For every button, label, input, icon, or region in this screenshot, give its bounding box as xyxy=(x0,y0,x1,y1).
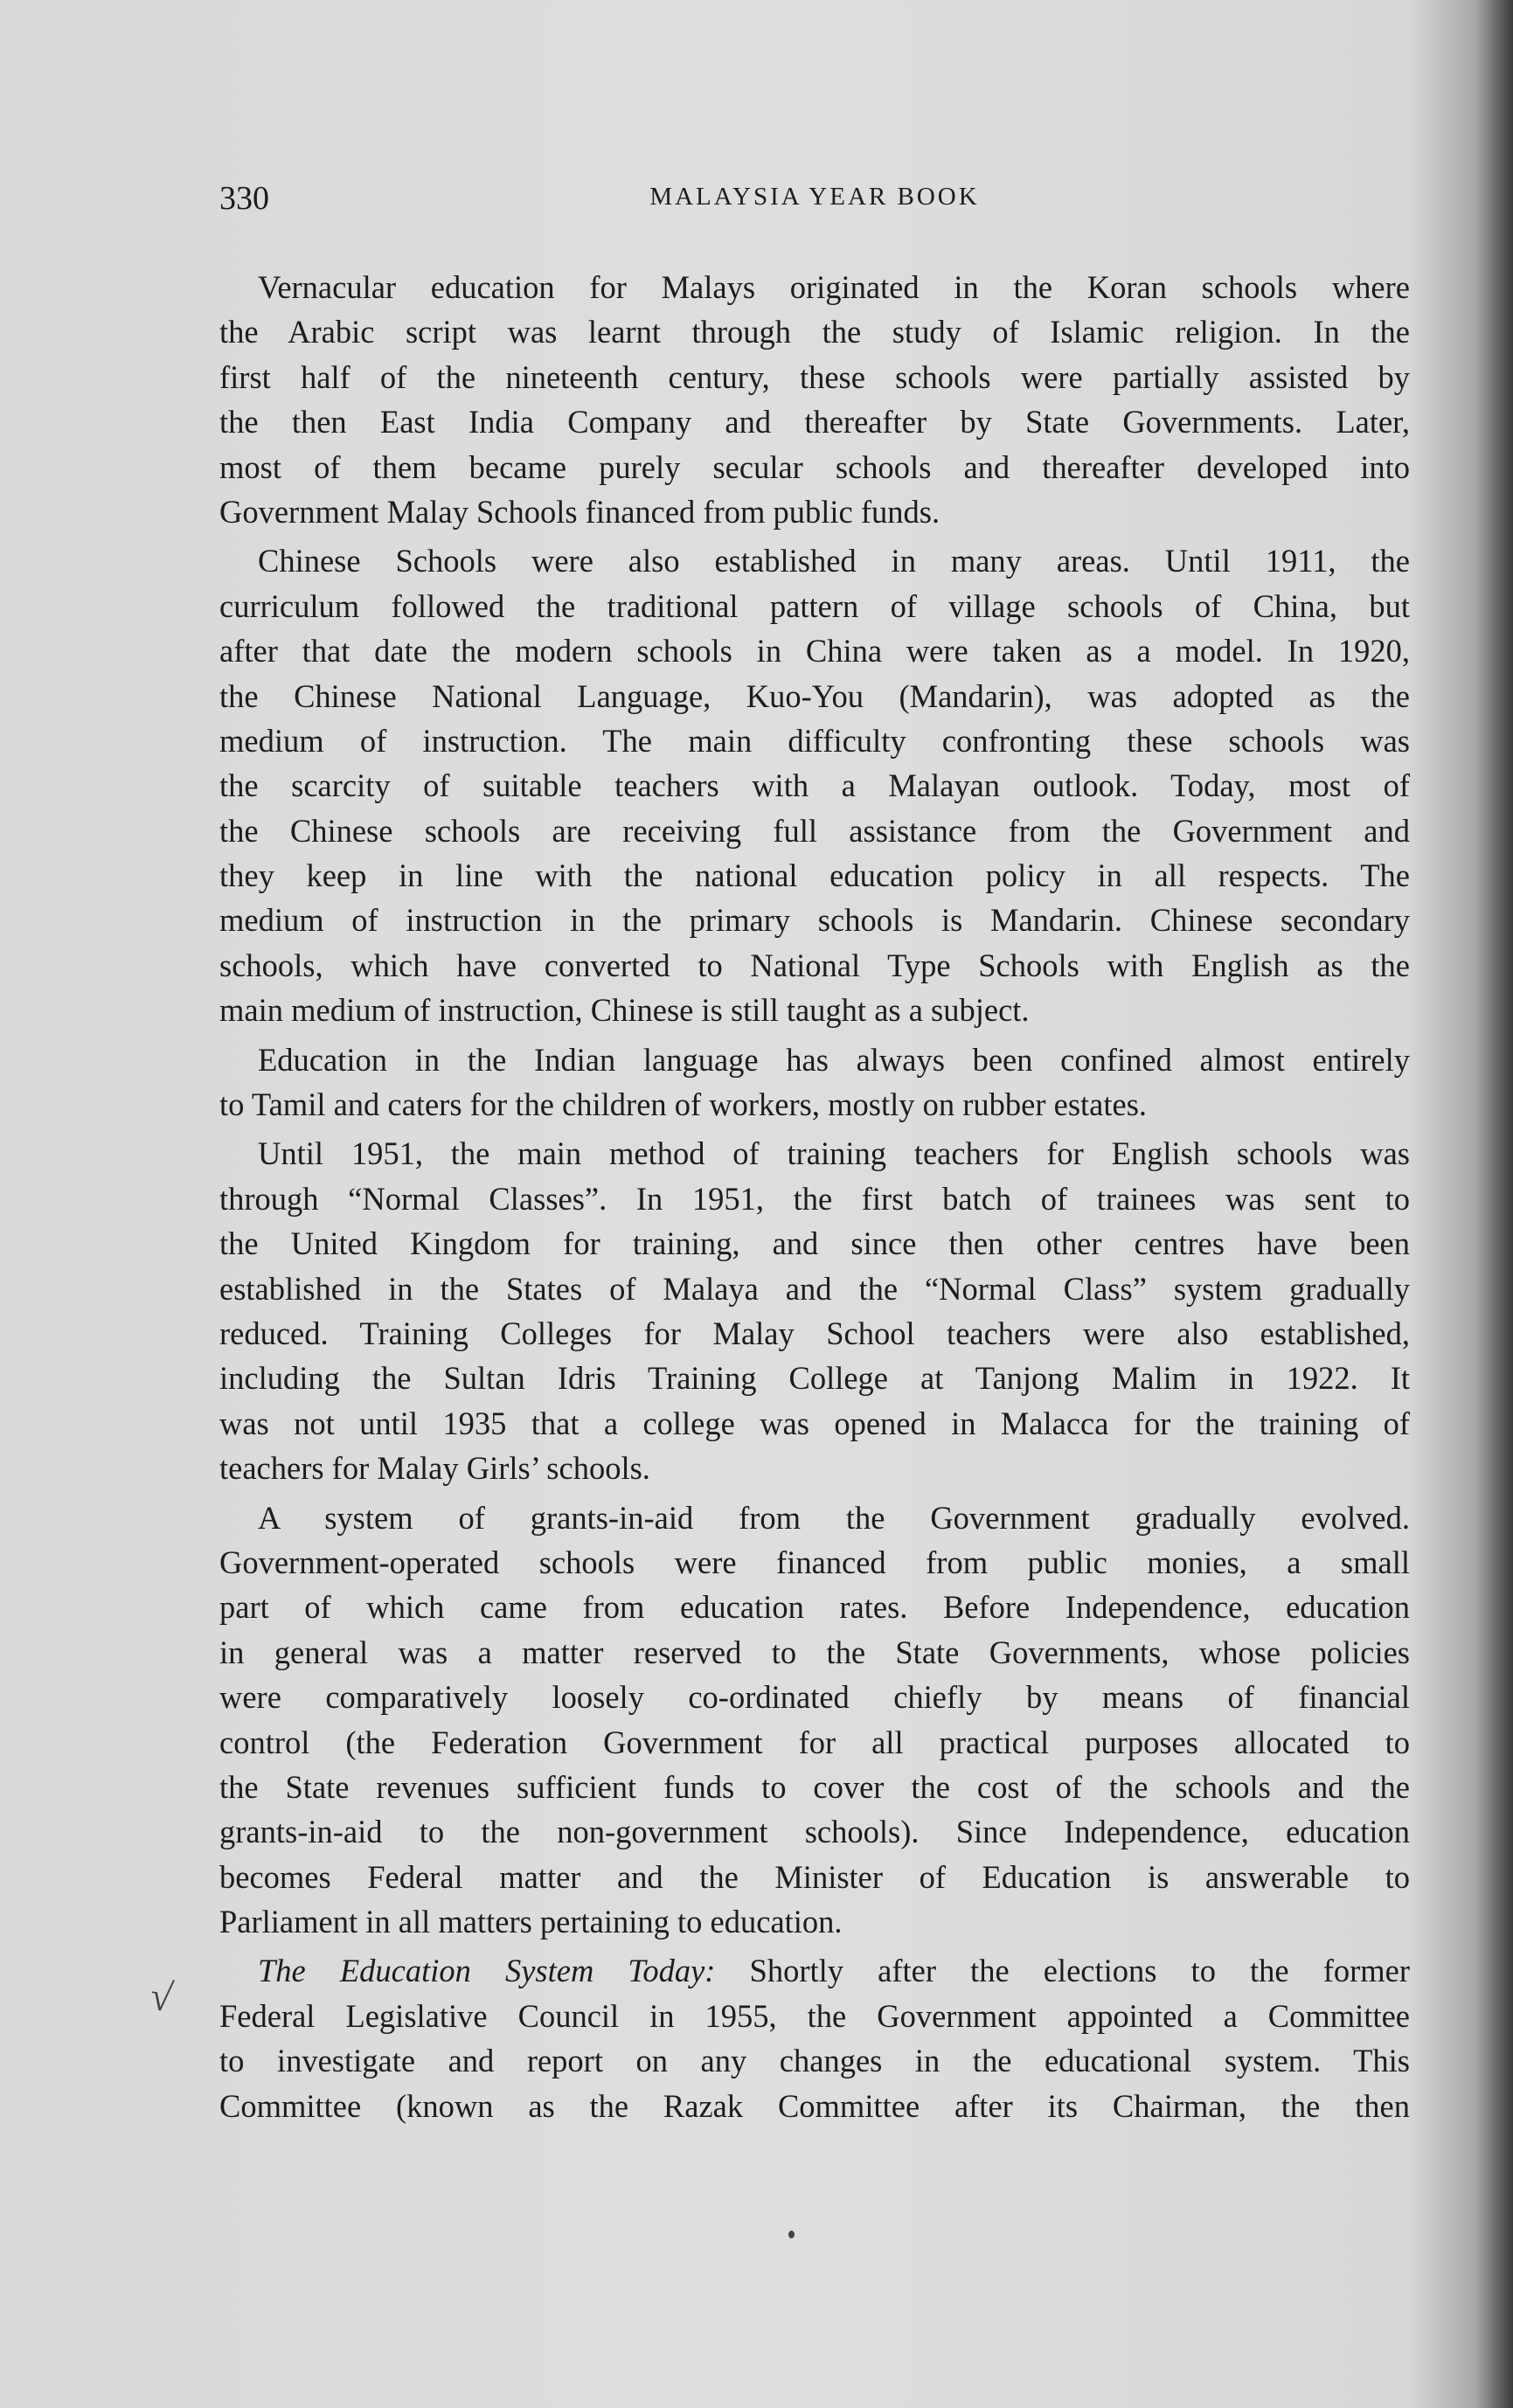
text-line: medium of instruction in the primary schools is Mandarin. Chinese secondary xyxy=(219,902,1410,939)
text-line: to investigate and report on any changes in the educational system. This xyxy=(219,2043,1410,2079)
paragraph xyxy=(219,1037,1410,1128)
page-number: 330 xyxy=(219,180,269,217)
text-line: after that date the modern schools in China were taken as a model. In 1920, xyxy=(219,633,1410,670)
text-run: Shortly after the elections to the former xyxy=(749,1953,1411,1989)
running-title: MALAYSIA YEAR BOOK xyxy=(649,183,980,211)
text-line: first half of the nineteenth century, these schools were partially assisted by xyxy=(219,358,1410,395)
page-header xyxy=(219,179,1410,221)
text-line: reduced. Training Colleges for Malay School teachers were also established, xyxy=(219,1315,1410,1351)
text-line: main medium of instruction, Chinese is still taught as a subject. xyxy=(219,992,1030,1029)
text-line: established in the States of Malaya and the “Normal Class” system gradually xyxy=(219,1270,1410,1307)
text-line: grants-in-aid to the non-government schools). Since Independence, education xyxy=(219,1814,1410,1850)
text-line: schools, which have converted to National Type Schools with English as the xyxy=(219,947,1410,983)
paragraph xyxy=(219,1131,1410,1490)
text-line: the scarcity of suitable teachers with a Malayan outlook. Today, most of xyxy=(219,767,1410,804)
text-line: Government-operated schools were financed from public monies, a small xyxy=(219,1544,1410,1580)
text-line: Parliament in all matters pertaining to education. xyxy=(219,1904,843,1940)
text-line: Federal Legislative Council in 1955, the Government appointed a Committee xyxy=(219,1997,1410,2034)
text-line: through “Normal Classes”. In 1951, the first batch of trainees was sent to xyxy=(219,1180,1410,1217)
text-line xyxy=(219,1948,1410,1993)
text-line: Chinese Schools were also established in many areas. Until 1911, the xyxy=(258,543,1410,579)
text-line: A system of grants-in-aid from the Government gradually evolved. xyxy=(258,1499,1410,1536)
text-line: part of which came from education rates. Before Independence, education xyxy=(219,1589,1410,1626)
text-line: the Arabic script was learnt through the study of Islamic religion. In the xyxy=(219,314,1410,350)
ink-speck xyxy=(788,2231,795,2238)
text-line: the then East India Company and thereafter by State Governments. Later, xyxy=(219,404,1410,441)
text-line: the Chinese schools are receiving full assistance from the Government and xyxy=(219,812,1410,849)
text-line: in general was a matter reserved to the State Governments, whose policies xyxy=(219,1634,1410,1670)
text-line: to Tamil and caters for the children of workers, mostly on rubber estates. xyxy=(219,1086,1148,1123)
paragraph xyxy=(219,265,1410,534)
text-line: including the Sultan Idris Training College at Tanjong Malim in 1922. It xyxy=(219,1360,1410,1397)
text-line: Government Malay Schools financed from public funds. xyxy=(219,493,940,530)
text-line: control (the Federation Government for all practical purposes allocated to xyxy=(219,1724,1410,1760)
text-line: they keep in line with the national education policy in all respects. The xyxy=(219,857,1410,894)
body-text xyxy=(219,265,1410,2133)
text-line: medium of instruction. The main difficulty confronting these schools was xyxy=(219,722,1410,759)
text-line: becomes Federal matter and the Minister of Education is answerable to xyxy=(219,1858,1410,1895)
text-line: curriculum followed the traditional pattern of village schools of China, but xyxy=(219,587,1410,624)
text-line: Vernacular education for Malays originated in the Koran schools where xyxy=(258,269,1410,305)
text-line: was not until 1935 that a college was opened in Malacca for the training of xyxy=(219,1405,1410,1441)
text-line: the United Kingdom for training, and since then other centres have been xyxy=(219,1225,1410,1262)
text-line: Education in the Indian language has always been confined almost entirely xyxy=(258,1041,1410,1078)
paragraph xyxy=(219,1948,1410,2128)
text-line: Until 1951, the main method of training teachers for English schools was xyxy=(258,1135,1410,1172)
text-line: most of them became purely secular schools and thereafter developed into xyxy=(219,448,1410,485)
paragraph xyxy=(219,1495,1410,1945)
text-line: the Chinese National Language, Kuo-You (Mandarin), was adopted as the xyxy=(219,677,1410,714)
text-line: the State revenues sufficient funds to cover the cost of the schools and the xyxy=(219,1768,1410,1805)
handwritten-checkmark-icon: √ xyxy=(147,1973,176,2021)
paragraph xyxy=(219,538,1410,1032)
section-lead-heading: The Education System Today: xyxy=(258,1953,716,1989)
text-line: Committee (known as the Razak Committee after its Chairman, the then xyxy=(219,2087,1410,2124)
text-line: were comparatively loosely co-ordinated chiefly by means of financial xyxy=(219,1679,1410,1716)
text-line: teachers for Malay Girls’ schools. xyxy=(219,1450,650,1487)
